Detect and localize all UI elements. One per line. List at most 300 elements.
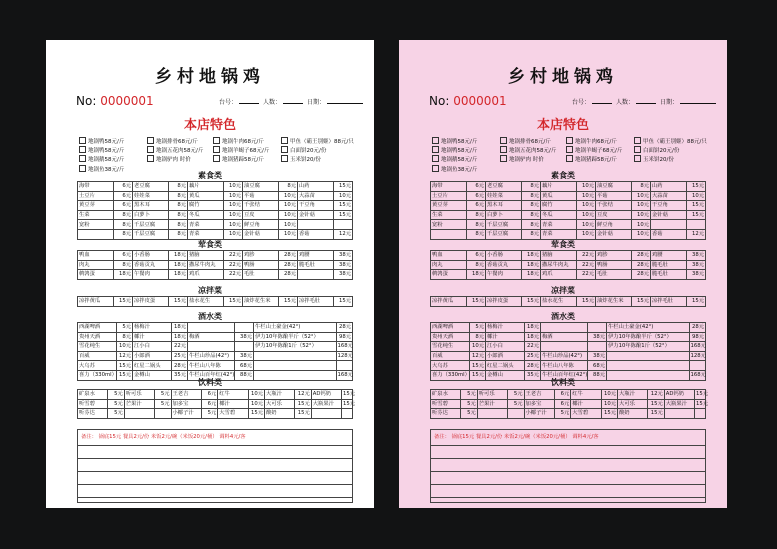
item-cell: 海带 xyxy=(431,182,467,192)
checkbox[interactable] xyxy=(147,137,154,144)
table-row xyxy=(78,210,353,220)
price-cell: 38元 xyxy=(686,270,705,280)
item-cell: 西湖啤酒 xyxy=(78,323,117,333)
special-item[interactable] xyxy=(432,155,477,164)
item-cell: 鲜豆角 xyxy=(596,220,632,230)
order-form-white-copy xyxy=(46,40,374,508)
item-cell: 千张结 xyxy=(596,201,632,211)
table-row xyxy=(431,220,706,230)
price-cell: 10元 xyxy=(223,229,242,239)
meta-blank-field[interactable] xyxy=(680,103,716,104)
item-cell: 金樽山 xyxy=(486,370,525,380)
item-cell: 梅酒 xyxy=(541,332,588,342)
price-cell: 10元 xyxy=(223,191,242,201)
special-item-label: 地锅鸭58元/斤 xyxy=(88,148,125,155)
item-cell xyxy=(298,220,334,230)
price-cell: 5元 xyxy=(461,390,478,400)
price-cell: 8元 xyxy=(168,182,187,192)
blank-order-line[interactable] xyxy=(78,472,352,485)
item-cell: 杨梅汁 xyxy=(133,323,172,333)
item-cell: 脆毛肚 xyxy=(651,270,687,280)
price-cell xyxy=(234,342,253,352)
checkbox[interactable] xyxy=(147,155,154,162)
item-cell: 大可乐 xyxy=(618,399,648,409)
item-cell: 青菜 xyxy=(541,229,577,239)
checkbox[interactable] xyxy=(566,155,573,162)
blank-order-line[interactable] xyxy=(78,446,352,459)
price-cell: 5元 xyxy=(108,390,125,400)
table-row xyxy=(431,182,706,192)
price-cell: 8元 xyxy=(469,332,486,342)
item-cell: 鸭血 xyxy=(78,251,114,261)
item-cell: AD钙奶 xyxy=(311,390,341,400)
item-cell: 矿泉水 xyxy=(431,390,461,400)
item-cell: 千层豆腐 xyxy=(133,229,169,239)
price-cell: 5元 xyxy=(508,390,525,400)
price-cell: 5元 xyxy=(155,390,172,400)
checkbox[interactable] xyxy=(634,146,641,153)
item-cell: 小郎酒 xyxy=(133,351,172,361)
item-cell: 梅酒 xyxy=(188,332,235,342)
price-cell: 10元 xyxy=(686,191,705,201)
price-cell: 10元 xyxy=(248,390,265,400)
special-item-label: 地锅五花肉58元/斤 xyxy=(509,148,557,155)
table-row xyxy=(431,210,706,220)
special-item[interactable] xyxy=(432,137,477,146)
blank-order-line[interactable] xyxy=(431,446,705,459)
price-cell: 12元 xyxy=(648,390,665,400)
price-cell: 10元 xyxy=(576,191,595,201)
item-cell: 油炸花生米 xyxy=(596,297,632,307)
item-cell: 撒尿牛肉丸 xyxy=(188,260,224,270)
checkbox[interactable] xyxy=(432,155,439,162)
price-cell xyxy=(686,220,705,230)
price-cell: 25元 xyxy=(171,351,188,361)
special-item[interactable] xyxy=(213,155,264,164)
item-cell: 青菜 xyxy=(541,220,577,230)
item-cell: 伊力10年陈酿半斤（52°） xyxy=(607,332,690,342)
special-item[interactable] xyxy=(79,155,124,164)
item-cell: 山药 xyxy=(651,182,687,192)
item-cell: 喜力（330ml） xyxy=(79,372,117,379)
price-cell: 8元 xyxy=(113,260,132,270)
price-cell: 18元 xyxy=(171,323,188,333)
order-meta-fields xyxy=(219,97,367,106)
blank-order-line[interactable] xyxy=(431,485,705,498)
item-cell: 听雪碧 xyxy=(431,399,461,409)
item-cell: 小香肠 xyxy=(133,251,169,261)
special-item-label: 地锅鸭58元/斤 xyxy=(441,139,478,145)
price-cell: 8元 xyxy=(466,229,485,239)
special-item-label: 地锅鹅58元/斤 xyxy=(88,157,125,164)
price-cell: 5元 xyxy=(508,399,525,409)
special-item-label: 地锅牛肉68元/斤 xyxy=(575,139,617,145)
checkbox[interactable] xyxy=(213,137,220,144)
item-cell: 凉拌黄瓜 xyxy=(431,297,467,307)
special-item[interactable] xyxy=(566,146,622,155)
item-cell: 大雪碧 xyxy=(571,409,601,419)
item-cell: 黄豆芽 xyxy=(431,201,467,211)
table-row xyxy=(78,201,353,211)
checkbox[interactable] xyxy=(281,146,288,153)
price-cell: 10元 xyxy=(278,220,297,230)
item-cell: 脆毛肚 xyxy=(298,260,334,270)
price-cell: 10元 xyxy=(469,342,486,352)
special-item-label: 地锅牛肉68元/斤 xyxy=(222,139,264,145)
item-cell: 贵州天酒 xyxy=(431,332,470,342)
item-cell xyxy=(298,270,334,280)
vegetables-table xyxy=(430,181,706,240)
price-cell xyxy=(333,220,352,230)
price-cell: 8元 xyxy=(521,182,540,192)
special-item[interactable] xyxy=(147,137,198,146)
meta-blank-field[interactable] xyxy=(327,103,363,104)
item-cell: 鸡腰 xyxy=(651,251,687,261)
item-cell xyxy=(664,409,694,419)
item-cell: 老豆腐 xyxy=(133,182,169,192)
item-cell: 大可乐 xyxy=(265,399,295,409)
price-cell: 5元 xyxy=(461,409,478,419)
special-item[interactable] xyxy=(566,155,617,164)
price-cell: 10元 xyxy=(601,399,618,409)
item-cell: 油豆腐 xyxy=(243,182,279,192)
price-cell: 22元 xyxy=(223,251,242,261)
item-cell: 脆毛肚 xyxy=(651,260,687,270)
price-cell: 10元 xyxy=(223,220,242,230)
price-cell: 15元 xyxy=(333,201,352,211)
price-cell: 28元 xyxy=(278,270,297,280)
price-cell: 168元 xyxy=(690,343,706,350)
price-cell xyxy=(695,409,706,419)
table-row xyxy=(431,390,706,400)
item-cell: 腐竹 xyxy=(188,201,224,211)
special-item-label: 地锅驴肉 时价 xyxy=(156,157,191,164)
item-cell: 鸡爪 xyxy=(541,270,577,280)
special-item[interactable] xyxy=(281,146,326,155)
price-cell: 22元 xyxy=(223,270,242,280)
price-cell: 12元 xyxy=(116,351,133,361)
price-cell: 18元 xyxy=(521,251,540,261)
special-item[interactable] xyxy=(147,155,191,164)
special-item[interactable] xyxy=(79,146,124,155)
item-cell: 藕片 xyxy=(541,182,577,192)
price-cell: 8元 xyxy=(113,220,132,230)
blank-order-line[interactable] xyxy=(78,459,352,472)
item-cell: 凉拌毛肚 xyxy=(298,297,334,307)
item-cell: 雪花纯生 xyxy=(78,342,117,352)
section-alcohol: 酒水类 xyxy=(551,312,575,321)
table-row xyxy=(78,351,353,361)
item-cell: 听可乐 xyxy=(477,390,507,400)
item-cell: 肉丸 xyxy=(431,260,467,270)
blank-order-line[interactable] xyxy=(431,459,705,472)
table-row xyxy=(431,229,706,239)
price-cell: 10元 xyxy=(576,182,595,192)
item-cell: 红牛 xyxy=(571,390,601,400)
blank-order-line[interactable] xyxy=(78,498,352,510)
item-cell: 大乌苏 xyxy=(431,361,470,371)
price-cell: 15元 xyxy=(601,409,618,419)
item-cell: 香菇贡丸 xyxy=(133,260,169,270)
item-cell: 香菇贡丸 xyxy=(486,260,522,270)
meta-blank-field[interactable] xyxy=(636,103,656,104)
item-cell: 百威 xyxy=(78,351,117,361)
price-cell: 15元 xyxy=(113,297,132,307)
price-cell: 18元 xyxy=(524,332,541,342)
item-cell: 娃娃菜 xyxy=(486,191,522,201)
special-item-label: 地锅羊蝎子68元/斤 xyxy=(575,148,623,155)
item-cell: 金樽山 xyxy=(133,370,172,380)
item-cell xyxy=(311,409,341,419)
price-cell: 68元 xyxy=(587,361,606,371)
meta-blank-field[interactable] xyxy=(592,103,612,104)
special-item-label: 白面饼20元/份 xyxy=(290,148,327,155)
item-cell: 黄瓜 xyxy=(541,191,577,201)
item-cell: 黄瓜 xyxy=(188,191,224,201)
meta-blank-field[interactable] xyxy=(239,103,259,104)
item-cell: 撒尿牛肉丸 xyxy=(541,260,577,270)
item-cell: 土豆片 xyxy=(78,191,114,201)
price-cell: 28元 xyxy=(336,323,353,333)
price-cell: 8元 xyxy=(466,260,485,270)
price-cell: 10元 xyxy=(278,191,297,201)
checkbox[interactable] xyxy=(213,146,220,153)
price-cell: 5元 xyxy=(155,399,172,409)
item-cell: 宽粉 xyxy=(78,220,114,230)
price-cell: 15元 xyxy=(295,409,312,419)
price-cell: 18元 xyxy=(466,270,485,280)
checkbox[interactable] xyxy=(147,146,154,153)
price-cell: 18元 xyxy=(168,260,187,270)
price-cell: 10元 xyxy=(631,191,650,201)
item-cell: 伊力10年陈酿1斤（52°） xyxy=(254,342,337,352)
checkbox[interactable] xyxy=(566,137,573,144)
order-meta-fields xyxy=(572,97,720,106)
item-cell: 毛肚 xyxy=(243,270,279,280)
special-item[interactable] xyxy=(566,137,617,146)
item-cell: 鹌鹑蛋 xyxy=(431,270,467,280)
price-cell: 38元 xyxy=(333,270,352,280)
blank-order-line[interactable] xyxy=(431,472,705,485)
price-cell: 88元 xyxy=(234,370,253,380)
special-item[interactable] xyxy=(213,146,269,155)
price-cell: 10元 xyxy=(601,390,618,400)
price-cell: 8元 xyxy=(521,210,540,220)
order-number-label: No: xyxy=(429,94,450,108)
checkbox[interactable] xyxy=(634,155,641,162)
checkbox[interactable] xyxy=(79,146,86,153)
special-item[interactable] xyxy=(281,137,354,146)
price-cell: 10元 xyxy=(576,201,595,211)
price-cell: 5元 xyxy=(554,409,571,419)
item-cell: 千层豆腐 xyxy=(486,229,522,239)
checkbox[interactable] xyxy=(500,146,507,153)
price-cell: 168元 xyxy=(337,343,353,350)
price-cell: 10元 xyxy=(576,220,595,230)
item-cell: 大蒜苗 xyxy=(298,191,334,201)
price-cell: 18元 xyxy=(521,270,540,280)
item-cell: 鸭肠 xyxy=(596,260,632,270)
price-cell xyxy=(587,323,606,333)
item-cell xyxy=(607,351,690,361)
special-item[interactable] xyxy=(634,155,674,164)
item-cell: 金针菇 xyxy=(596,229,632,239)
price-cell: 38元 xyxy=(686,251,705,261)
table-row xyxy=(431,201,706,211)
meats-table xyxy=(430,250,706,280)
item-cell: 凉拌毛肚 xyxy=(651,297,687,307)
price-cell: 15元 xyxy=(469,370,486,380)
item-cell: 江小白 xyxy=(133,342,172,352)
item-cell: 听芬达 xyxy=(431,409,461,419)
section-vegetables: 素食类 xyxy=(198,171,222,180)
special-item-label: 地锅排骨68元/斤 xyxy=(509,139,551,145)
item-cell xyxy=(607,361,690,371)
item-cell: 腐竹 xyxy=(541,201,577,211)
item-cell: 听芬达 xyxy=(78,409,108,419)
checkbox[interactable] xyxy=(79,137,86,144)
price-cell: 38元 xyxy=(587,332,606,342)
item-cell xyxy=(78,229,114,239)
section-meats: 荤食类 xyxy=(198,240,222,249)
special-item-label: 地锅驴肉 时价 xyxy=(509,157,544,164)
price-cell: 12元 xyxy=(333,229,352,239)
price-cell: 128元 xyxy=(690,353,706,360)
item-cell: 江小白 xyxy=(486,342,525,352)
item-cell: 油炸花生米 xyxy=(243,297,279,307)
price-cell: 6元 xyxy=(466,251,485,261)
item-cell: 冬瓜 xyxy=(541,210,577,220)
checkbox[interactable] xyxy=(281,155,288,162)
price-cell: 8元 xyxy=(113,210,132,220)
item-cell: 大瓶果汁 xyxy=(664,399,694,409)
item-cell: 鸡胗 xyxy=(596,251,632,261)
item-cell: 贵州天酒 xyxy=(78,332,117,342)
vegetables-table xyxy=(77,181,353,240)
table-row xyxy=(431,342,706,352)
blank-order-line[interactable] xyxy=(431,498,705,510)
item-cell: 酸奶 xyxy=(618,409,648,419)
special-item-label: 地锅猪蹄58元/斤 xyxy=(575,157,617,164)
special-item[interactable] xyxy=(147,146,203,155)
checkbox[interactable] xyxy=(432,146,439,153)
cold-dishes-table xyxy=(77,296,353,307)
item-cell: 鸡爪 xyxy=(188,270,224,280)
checkbox[interactable] xyxy=(500,137,507,144)
special-item[interactable] xyxy=(281,155,321,164)
price-cell: 8元 xyxy=(521,220,540,230)
price-cell: 6元 xyxy=(113,182,132,192)
item-cell: 盐水花生 xyxy=(541,297,577,307)
item-cell: 听雪碧 xyxy=(78,399,108,409)
price-cell: 15元 xyxy=(223,297,242,307)
item-cell: 大乌苏 xyxy=(78,361,117,371)
item-cell: 黑木耳 xyxy=(486,201,522,211)
special-item[interactable] xyxy=(500,155,544,164)
price-cell: 6元 xyxy=(466,191,485,201)
checkbox[interactable] xyxy=(500,155,507,162)
meta-label: 人数： xyxy=(263,99,282,106)
table-row xyxy=(78,323,353,333)
alcohol-table xyxy=(77,322,353,381)
item-cell: 酸奶 xyxy=(265,409,295,419)
price-cell: 10元 xyxy=(248,399,265,409)
price-cell: 128元 xyxy=(337,353,353,360)
section-beverages: 饮料类 xyxy=(198,378,222,387)
price-cell: 15元 xyxy=(686,297,705,307)
item-cell: 芒果汁 xyxy=(124,399,154,409)
price-cell: 15元 xyxy=(686,201,705,211)
checkbox[interactable] xyxy=(634,137,641,144)
meta-label: 人数： xyxy=(616,99,635,106)
item-cell: 椰汁 xyxy=(133,332,172,342)
item-cell: 鹌鹑蛋 xyxy=(78,270,114,280)
item-cell: 藕片 xyxy=(188,182,224,192)
item-cell: 红星二锅头 xyxy=(133,361,172,371)
price-cell: 15元 xyxy=(521,297,540,307)
price-cell xyxy=(508,409,525,419)
price-cell: 8元 xyxy=(521,201,540,211)
item-cell: 伊力10年陈酿1斤（52°） xyxy=(607,342,690,352)
price-cell: 8元 xyxy=(168,220,187,230)
price-cell: 28元 xyxy=(524,361,541,371)
checkbox[interactable] xyxy=(213,155,220,162)
special-item[interactable] xyxy=(634,137,707,146)
special-item[interactable] xyxy=(213,137,264,146)
price-cell: 15元 xyxy=(469,361,486,371)
special-item-label: 地锅猪蹄58元/斤 xyxy=(222,157,264,164)
item-cell: 大瓶汁 xyxy=(618,390,648,400)
item-cell: 牛栏山百年红(42°) xyxy=(542,372,588,379)
special-item[interactable] xyxy=(79,137,124,146)
table-row xyxy=(78,251,353,261)
price-cell: 15元 xyxy=(648,399,665,409)
meta-blank-field[interactable] xyxy=(283,103,303,104)
checkbox[interactable] xyxy=(432,137,439,144)
price-cell: 6元 xyxy=(554,399,571,409)
item-cell: 千层豆腐 xyxy=(133,220,169,230)
checkbox[interactable] xyxy=(281,137,288,144)
item-cell: 伊力10年陈酿半斤（52°） xyxy=(254,332,337,342)
checkbox[interactable] xyxy=(79,155,86,162)
price-cell xyxy=(234,323,253,333)
price-cell: 8元 xyxy=(631,182,650,192)
table-row xyxy=(78,390,353,400)
checkbox[interactable] xyxy=(566,146,573,153)
special-item[interactable] xyxy=(432,146,477,155)
item-cell: 牛栏山八年陈 xyxy=(541,361,588,371)
table-row xyxy=(431,297,706,307)
meats-table xyxy=(77,250,353,280)
blank-order-line[interactable] xyxy=(78,485,352,498)
price-cell: 38元 xyxy=(333,260,352,270)
item-cell xyxy=(188,342,235,352)
special-item[interactable] xyxy=(500,146,556,155)
shop-title: 乡村地锅鸡 xyxy=(155,67,265,87)
price-cell: 22元 xyxy=(576,270,595,280)
special-item[interactable] xyxy=(500,137,551,146)
price-cell: 10元 xyxy=(333,191,352,201)
price-cell: 12元 xyxy=(295,390,312,400)
price-cell: 8元 xyxy=(521,229,540,239)
special-item[interactable] xyxy=(634,146,679,155)
price-cell: 28元 xyxy=(689,323,706,333)
special-item-label: 甲鱼（霸王别姬）88元/只 xyxy=(290,139,354,145)
table-row xyxy=(78,332,353,342)
item-cell: 肉丸 xyxy=(78,260,114,270)
item-cell: 白萝卜 xyxy=(133,210,169,220)
item-cell: 青菜 xyxy=(188,220,224,230)
